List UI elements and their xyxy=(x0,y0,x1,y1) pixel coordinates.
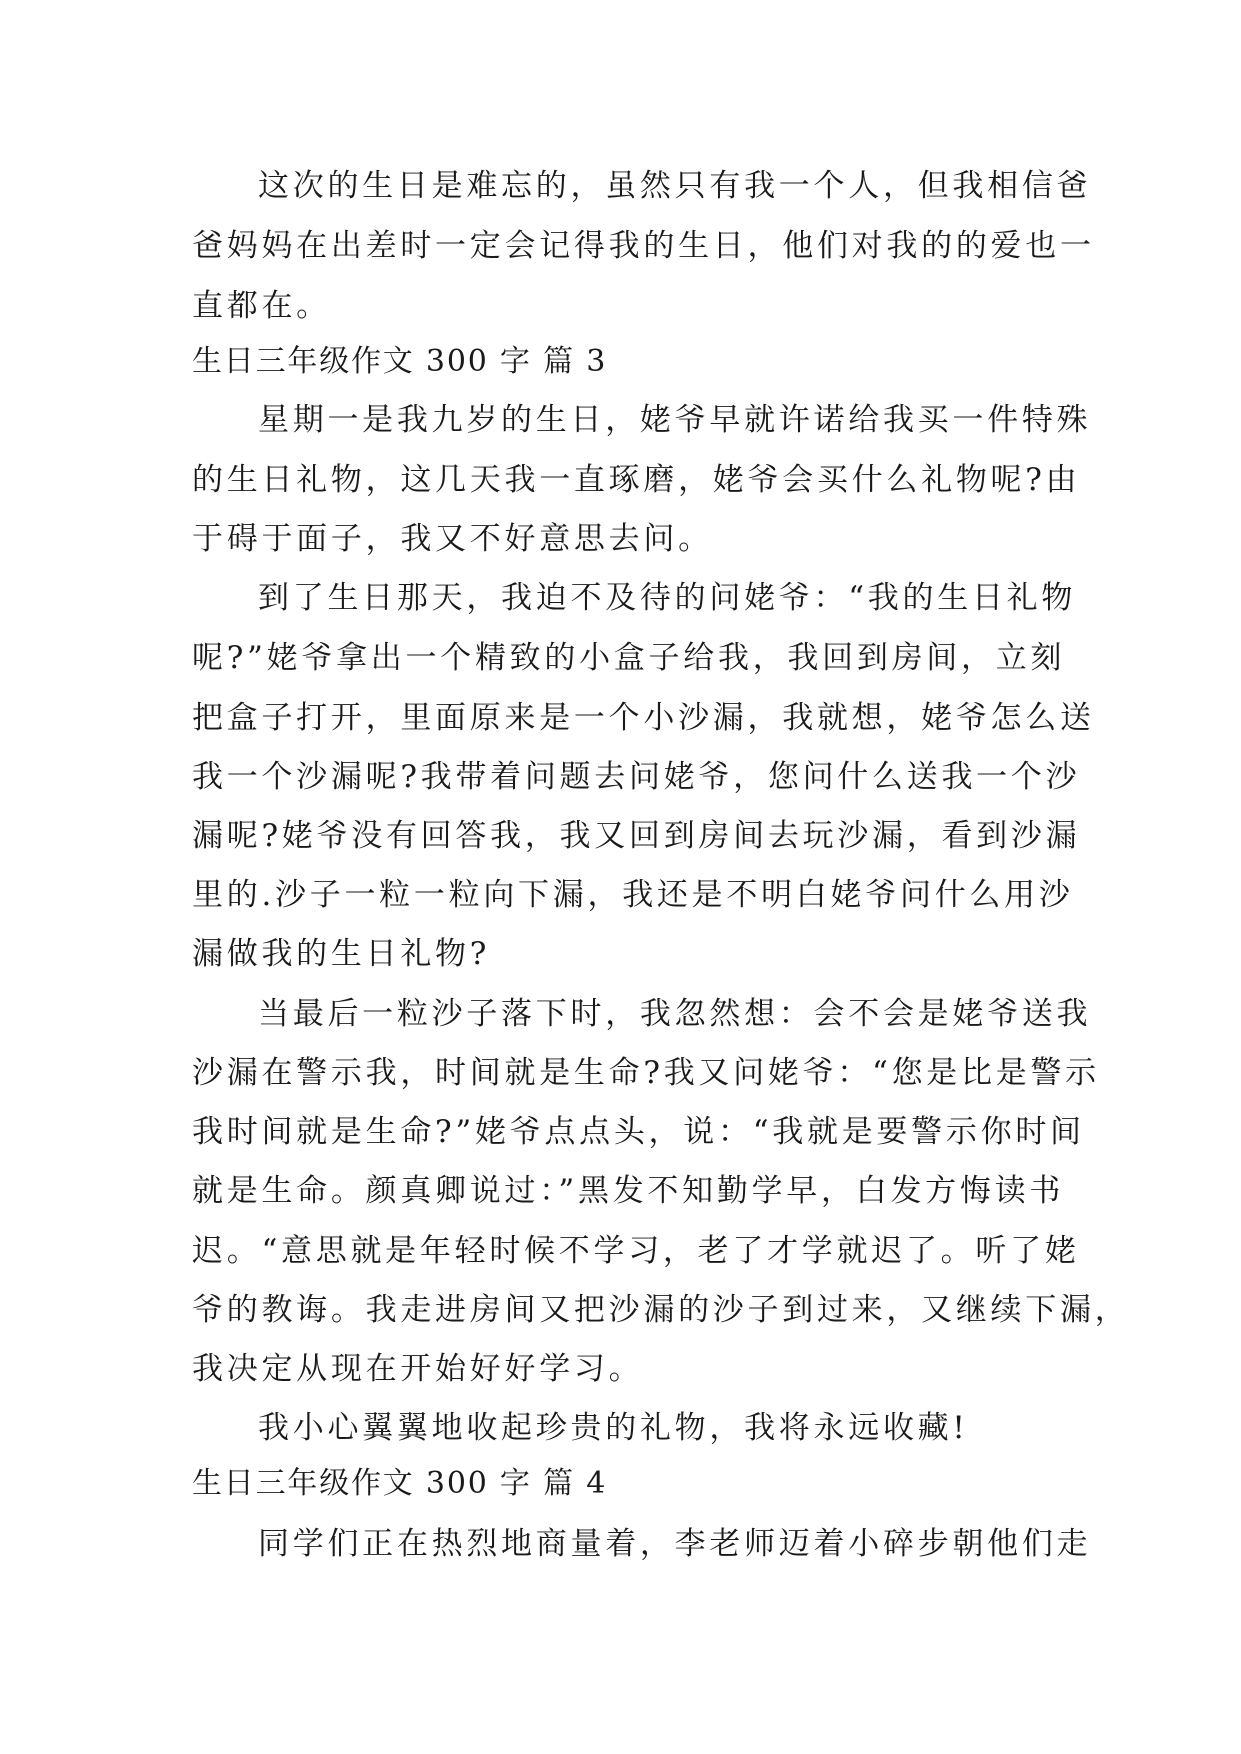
paragraph-line: 呢?”姥爷拿出一个精致的小盒子给我，我回到房间，立刻 xyxy=(192,640,1066,676)
section-heading-3: 生日三年级作文 300 字 篇 3 xyxy=(192,344,608,379)
paragraph-line: 就是生命。颜真卿说过：”黑发不知勤学早，白发方悔读书 xyxy=(192,1173,1065,1209)
paragraph-line: 我一个沙漏呢?我带着问题去问姥爷，您问什么送我一个沙 xyxy=(192,759,1081,795)
paragraph-line: 同学们正在热烈地商量着，李老师迈着小碎步朝他们走 xyxy=(258,1526,1092,1562)
paragraph-line: 到了生日那天，我迫不及待的问姥爷：“我的生日礼物 xyxy=(258,580,1077,616)
paragraph-line: 星期一是我九岁的生日，姥爷早就许诺给我买一件特殊 xyxy=(258,402,1092,438)
paragraph-line: 直都在。 xyxy=(192,288,331,324)
paragraph-line: 爸妈妈在出差时一定会记得我的生日，他们对我的的爱也一 xyxy=(192,228,1095,264)
paragraph-line: 把盒子打开，里面原来是一个小沙漏，我就想，姥爷怎么送 xyxy=(192,700,1095,736)
paragraph-line: 我时间就是生命?”姥爷点点头，说：“我就是要警示你时间 xyxy=(192,1114,1085,1150)
paragraph-line: 漏呢?姥爷没有回答我，我又回到房间去玩沙漏，看到沙漏 xyxy=(192,818,1081,854)
paragraph-line: 于碍于面子，我又不好意思去问。 xyxy=(192,521,713,557)
paragraph-line: 爷的教诲。我走进房间又把沙漏的沙子到过来，又继续下漏， xyxy=(192,1292,1130,1328)
paragraph-line: 里的.沙子一粒一粒向下漏，我还是不明白姥爷问什么用沙 xyxy=(192,877,1074,913)
paragraph-line: 的生日礼物，这几天我一直琢磨，姥爷会买什么礼物呢?由 xyxy=(192,462,1081,498)
section-heading-4: 生日三年级作文 300 字 篇 4 xyxy=(192,1466,608,1501)
paragraph-line: 当最后一粒沙子落下时，我忽然想：会不会是姥爷送我 xyxy=(258,996,1092,1032)
paragraph-line: 沙漏在警示我，时间就是生命?我又问姥爷：“您是比是警示 xyxy=(192,1055,1100,1091)
paragraph-line: 我决定从现在开始好好学习。 xyxy=(192,1351,644,1387)
paragraph-line: 这次的生日是难忘的，虽然只有我一个人，但我相信爸 xyxy=(258,168,1092,204)
paragraph-line: 漏做我的生日礼物? xyxy=(192,936,491,972)
paragraph-line: 迟。“意思就是年轻时候不学习，老了才学就迟了。听了姥 xyxy=(192,1233,1080,1269)
paragraph-line: 我小心翼翼地收起珍贵的礼物，我将永远收藏! xyxy=(258,1410,969,1446)
